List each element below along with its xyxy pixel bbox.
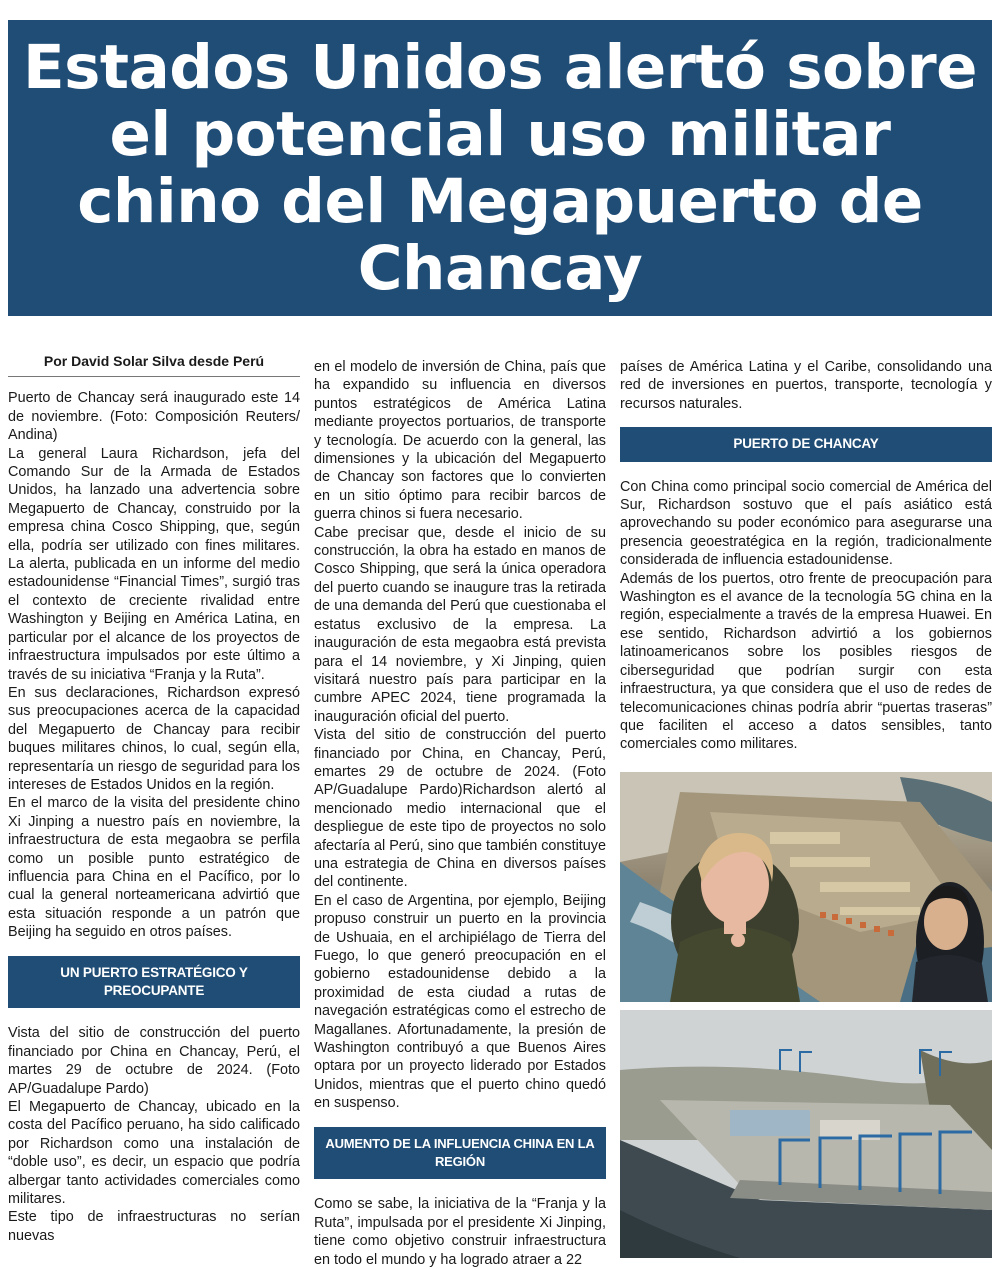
port-aerial-photo — [620, 1010, 992, 1258]
port-construction-composite-photo — [620, 772, 992, 1002]
paragraph: Cabe precisar que, desde el inicio de su construcción, la obra ha estado en manos de Cosco Shipping, que será la única operadora del puerto cuando se inaugure tras la retirada de una demanda del Perú que cuestionaba el estatus exclusivo de la empresa. La inauguración de esta megaobra está prevista para el 14 noviembre, y Xi Jinping, quien visitará nuestro país para participar en la cumbre APEC 2024, tiene programada la inauguración oficial del puerto. — [314, 524, 606, 725]
subhead-influencia-china: AUMENTO DE LA INFLUENCIA CHINA EN LA REGIÓN — [314, 1127, 606, 1180]
photo-caption-1: Puerto de Chancay será inaugurado este 14 de noviembre. (Foto: Composición Reuters/ Andina) — [8, 390, 300, 444]
paragraph: La general Laura Richardson, jefa del Comando Sur de la Armada de Estados Unidos, ha lanzado una advertencia sobre Megapuerto de Chancay, construido por la empresa china Cosco Shipping, que, según ella, podría ser utilizado con fines militares. La alerta, publicada en un informe del medio estadounidense “Financial Times”, surgió tras el contexto de creciente rivalidad entre Washington y Beijing en América Latina, en particular por el alcance de los proyectos de infraestructura impulsados por este último a través de su iniciativa “Franja y la Ruta”. — [8, 445, 300, 683]
paragraph: países de América Latina y el Caribe, consolidando una red de inversiones en puertos, transporte, tecnología y recursos naturales. — [620, 359, 992, 412]
subhead-puerto-estrategico: UN PUERTO ESTRATÉGICO Y PREOCUPANTE — [8, 956, 300, 1009]
photo-caption-2: Vista del sitio de construcción del puerto financiado por China en Chancay, Perú, el martes 29 de octubre de 2024. (Foto AP/Guadalupe Pardo) — [8, 1025, 300, 1097]
paragraph: En el marco de la visita del presidente chino Xi Jinping a nuestro país en noviembre, la infraestructura de esta megaobra se perfila como un posible punto estratégico de influencia para China en el Pacífico, por lo cual la general norteamericana advirtió que esta situación responde a un patrón que Beijing ha seguido en otros países. — [8, 795, 300, 941]
paragraph: Vista del sitio de construcción del puerto financiado por China, en Chancay, Perú, emartes 29 de octubre de 2024. (Foto AP/Guadalupe Pardo)Richardson alertó al mencionado medio internacional que el despliegue de este tipo de proyectos no solo afectaría al Perú, sino que también constituye una estrategia de China en diversos países del continente. — [314, 727, 606, 891]
headline: Estados Unidos alertó sobre el potencial uso militar chino del Megapuerto de Chancay — [22, 32, 978, 304]
column-3 — [620, 358, 992, 754]
photo-illustration — [620, 1010, 992, 1258]
subhead-puerto-chancay: PUERTO DE CHANCAY — [620, 427, 992, 461]
paragraph: En sus declaraciones, Richardson expresó sus preocupaciones acerca de la capacidad del Megapuerto de Chancay para recibir buques militares chinos, lo cual, según ella, representaría un riesgo de seguridad para los intereses de Estados Unidos en la región. — [8, 684, 300, 793]
column-1 — [8, 352, 300, 1245]
photo-illustration — [620, 772, 992, 1002]
paragraph: Con China como principal socio comercial de América del Sur, Richardson sostuvo que el país asiático está aprovechando su poder económico para asegurarse una presencia geoestratégica en la región, tradicionalmente considerada de influencia estadounidense. — [620, 478, 992, 569]
paragraph: Como se sabe, la iniciativa de la “Franja y la Ruta”, impulsada por el presidente Xi Jinping, tiene como objetivo construir infraestructura en todo el mundo y ha logrado atraer a 22 — [314, 1196, 606, 1268]
paragraph: Este tipo de infraestructuras no serían nuevas — [8, 1209, 300, 1244]
column-2 — [314, 358, 606, 1269]
paragraph: El Megapuerto de Chancay, ubicado en la costa del Pacífico peruano, ha sido calificado por Richardson como una instalación de “doble uso”, es decir, un espacio que podría albergar tanto actividades comerciales como militares. — [8, 1099, 300, 1208]
paragraph: en el modelo de inversión de China, país que ha expandido su influencia en diversos puntos estratégicos de América Latina mediante proyectos portuarios, de transporte y tecnología. De acuerdo con la general, las dimensiones y la ubicación del Megapuerto de Chancay son factores que lo convierten en un sitio óptimo para recibir barcos de guerra chinos si fuera necesario. — [314, 359, 606, 523]
paragraph: Además de los puertos, otro frente de preocupación para Washington es el avance de la tecnología 5G china en la región, especialmente a través de la empresa Huawei. En ese sentido, Richardson advirtió a los gobiernos latinoamericanos sobre los posibles riesgos de ciberseguridad que podrían surgir con esta infraestructura, ya que considera que el uso de redes de telecomunicaciones chinas podría abrir “puertas traseras” que faciliten el acceso a datos sensibles, tanto comerciales como militares. — [620, 570, 992, 753]
headline-banner — [8, 20, 992, 316]
paragraph: En el caso de Argentina, por ejemplo, Beijing propuso construir un puerto en la provincia de Ushuaia, en el archipiélago de Tierra del Fuego, lo que generó preocupación en el gobierno estadounidense debido a la proximidad de esta ciudad a rutas de navegación estratégicas como el estrecho de Magallanes. Afortunadamente, la presión de Washington contribuyó a que Buenos Aires optara por un proyecto liderado por Estados Unidos, mientras que el puerto chino quedó en suspenso. — [314, 892, 606, 1112]
byline: Por David Solar Silva desde Perú — [8, 352, 300, 377]
